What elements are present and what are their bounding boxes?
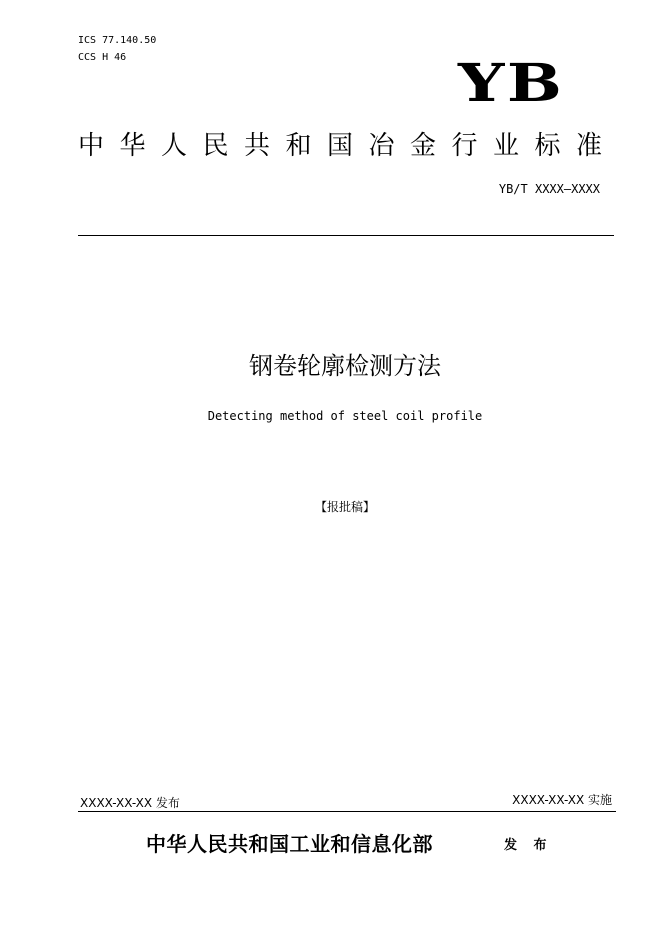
issuing-authority: 中华人民共和国工业和信息化部 (146, 832, 433, 856)
publish-date: XXXX-XX-XX 发布 (80, 796, 180, 810)
document-subtitle: Detecting method of steel coil profile (207, 409, 483, 423)
header-divider (78, 235, 614, 236)
document-title: 钢卷轮廓检测方法 (249, 352, 441, 380)
issue-label: 发 布 (504, 838, 553, 853)
ics-code: ICS 77.140.50 (78, 35, 157, 46)
standard-title: 中华人民共和国冶金行业标准 (78, 131, 618, 161)
ccs-code: CCS H 46 (78, 52, 127, 63)
footer-divider (78, 811, 616, 812)
implement-date: XXXX-XX-XX 实施 (512, 793, 612, 807)
standard-code: YB/T XXXX—XXXX (498, 182, 600, 196)
document-stage: 【报批稿】 (314, 500, 375, 514)
yb-logo: YB (458, 53, 565, 114)
